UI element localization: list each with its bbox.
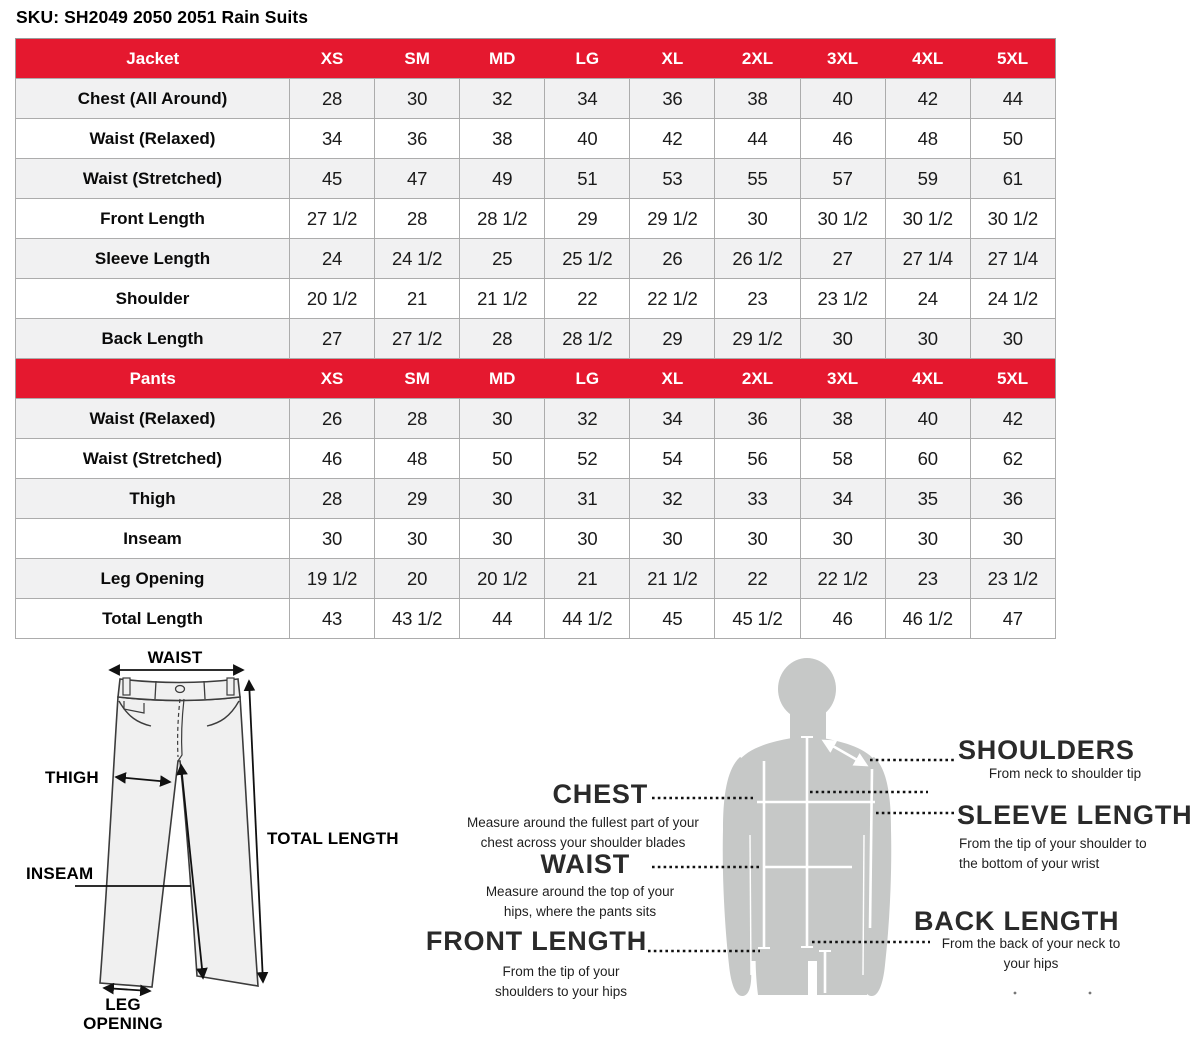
measurement-label: Front Length: [16, 199, 290, 239]
measurement-value: 29 1/2: [630, 199, 715, 239]
measurement-value: 48: [375, 439, 460, 479]
measurement-value: 40: [885, 399, 970, 439]
pants-waist-label: WAIST: [147, 648, 203, 667]
measurement-value: 27: [290, 319, 375, 359]
measurement-value: 52: [545, 439, 630, 479]
measurement-value: 36: [375, 119, 460, 159]
measurement-value: 38: [460, 119, 545, 159]
pants-leg-opening-label: LEG OPENING: [83, 995, 163, 1034]
measurement-value: 43: [290, 599, 375, 639]
measurement-value: 36: [630, 79, 715, 119]
measurement-value: 30: [460, 479, 545, 519]
measurement-value: 19 1/2: [290, 559, 375, 599]
measurement-value: 35: [885, 479, 970, 519]
measurement-value: 20: [375, 559, 460, 599]
sleeve-length-label: SLEEVE LENGTH: [957, 800, 1193, 830]
measurement-value: 46: [800, 119, 885, 159]
measurement-label: Thigh: [16, 479, 290, 519]
measurement-value: 44: [970, 79, 1055, 119]
table-row: [16, 319, 1056, 359]
measurement-value: 38: [800, 399, 885, 439]
size-chart-table: [15, 38, 1056, 639]
measurement-label: Sleeve Length: [16, 239, 290, 279]
size-column-header: XS: [290, 39, 375, 79]
measurement-value: 28: [460, 319, 545, 359]
measurement-value: 32: [545, 399, 630, 439]
measurement-value: 44 1/2: [545, 599, 630, 639]
front-length-desc: From the tip of your shoulders to your hips: [494, 964, 628, 1000]
measurement-label: Waist (Stretched): [16, 159, 290, 199]
measurement-value: 30: [715, 199, 800, 239]
measurement-value: 30: [460, 519, 545, 559]
size-column-header: XL: [630, 359, 715, 399]
size-column-header: 3XL: [800, 359, 885, 399]
measurement-value: 45 1/2: [715, 599, 800, 639]
size-column-header: MD: [460, 39, 545, 79]
size-column-header: 4XL: [885, 359, 970, 399]
pants-total-length-label: TOTAL LENGTH: [267, 829, 399, 848]
measurement-value: 30: [970, 519, 1055, 559]
size-column-header: 2XL: [715, 359, 800, 399]
measurement-value: 28 1/2: [460, 199, 545, 239]
measurement-value: 34: [630, 399, 715, 439]
measurement-label: Shoulder: [16, 279, 290, 319]
measurement-value: 28: [375, 399, 460, 439]
pants-outline: [100, 697, 258, 987]
measurement-value: 30: [885, 319, 970, 359]
section-header-row: [16, 359, 1056, 399]
measurement-value: 30: [375, 519, 460, 559]
measurement-label: Total Length: [16, 599, 290, 639]
table-row: [16, 159, 1056, 199]
measurement-label: Waist (Stretched): [16, 439, 290, 479]
table-row: [16, 519, 1056, 559]
chest-label: CHEST: [552, 779, 648, 809]
measurement-value: 45: [290, 159, 375, 199]
section-title: Jacket: [16, 39, 290, 79]
measurement-value: 21: [545, 559, 630, 599]
measurement-value: 38: [715, 79, 800, 119]
measurement-value: 27 1/2: [375, 319, 460, 359]
measurement-value: 46: [290, 439, 375, 479]
measurement-value: 30: [290, 519, 375, 559]
measurement-value: 22 1/2: [800, 559, 885, 599]
measurement-value: 24: [290, 239, 375, 279]
sleeve-length-desc: From the tip of your shoulder to the bottom of your wrist: [959, 836, 1147, 872]
measurement-value: 32: [630, 479, 715, 519]
size-column-header: LG: [545, 359, 630, 399]
size-column-header: SM: [375, 359, 460, 399]
measurement-value: 44: [715, 119, 800, 159]
measurement-value: 60: [885, 439, 970, 479]
measurement-value: 26: [630, 239, 715, 279]
measurement-value: 23 1/2: [970, 559, 1055, 599]
measurement-value: 28 1/2: [545, 319, 630, 359]
measurement-value: 23: [885, 559, 970, 599]
measurement-value: 21: [375, 279, 460, 319]
measurement-value: 25 1/2: [545, 239, 630, 279]
table-row: [16, 479, 1056, 519]
size-column-header: 2XL: [715, 39, 800, 79]
measurement-value: 27 1/2: [290, 199, 375, 239]
table-row: [16, 439, 1056, 479]
shoulders-desc: From neck to shoulder tip: [988, 766, 1142, 781]
size-column-header: LG: [545, 39, 630, 79]
measurement-value: 30 1/2: [885, 199, 970, 239]
size-column-header: XS: [290, 359, 375, 399]
measurement-value: 25: [460, 239, 545, 279]
measurement-value: 27 1/4: [885, 239, 970, 279]
measurement-value: 50: [970, 119, 1055, 159]
measurement-value: 20 1/2: [290, 279, 375, 319]
measurement-value: 30: [545, 519, 630, 559]
pants-button: [176, 686, 185, 693]
back-length-label: BACK LENGTH: [914, 906, 1120, 936]
measurement-value: 32: [460, 79, 545, 119]
measurement-value: 29: [630, 319, 715, 359]
measurement-value: 30 1/2: [970, 199, 1055, 239]
measurement-label: Chest (All Around): [16, 79, 290, 119]
measurement-label: Waist (Relaxed): [16, 399, 290, 439]
measurement-value: 30: [715, 519, 800, 559]
measurement-value: 22: [545, 279, 630, 319]
size-column-header: 3XL: [800, 39, 885, 79]
measurement-value: 28: [375, 199, 460, 239]
measurement-value: 42: [970, 399, 1055, 439]
measurement-value: 21 1/2: [630, 559, 715, 599]
shoulders-label: SHOULDERS: [958, 735, 1135, 765]
table-row: [16, 239, 1056, 279]
measurement-value: 30: [630, 519, 715, 559]
size-column-header: 5XL: [970, 359, 1055, 399]
section-title: Pants: [16, 359, 290, 399]
measurement-value: 36: [715, 399, 800, 439]
pants-thigh-label: THIGH: [45, 768, 99, 787]
back-length-desc: From the back of your neck to your hips: [941, 936, 1121, 972]
measurement-value: 30: [375, 79, 460, 119]
measurement-value: 42: [885, 79, 970, 119]
measurement-label: Back Length: [16, 319, 290, 359]
measurement-value: 45: [630, 599, 715, 639]
measurement-label: Inseam: [16, 519, 290, 559]
measurement-value: 22 1/2: [630, 279, 715, 319]
size-column-header: XL: [630, 39, 715, 79]
pants-measurement-diagram: [20, 645, 420, 1049]
measurement-value: 33: [715, 479, 800, 519]
measurement-value: 53: [630, 159, 715, 199]
measurement-value: 58: [800, 439, 885, 479]
measurement-value: 57: [800, 159, 885, 199]
measurement-value: 24 1/2: [970, 279, 1055, 319]
measurement-value: 51: [545, 159, 630, 199]
measurement-value: 23: [715, 279, 800, 319]
measurement-value: 40: [545, 119, 630, 159]
section-header-row: [16, 39, 1056, 79]
measurement-value: 22: [715, 559, 800, 599]
measurement-value: 30: [800, 319, 885, 359]
front-length-label: FRONT LENGTH: [425, 926, 647, 956]
measurement-value: 29 1/2: [715, 319, 800, 359]
measurement-value: 34: [545, 79, 630, 119]
table-row: [16, 79, 1056, 119]
table-row: [16, 119, 1056, 159]
size-column-header: 4XL: [885, 39, 970, 79]
measurement-value: 24: [885, 279, 970, 319]
table-row: [16, 599, 1056, 639]
measurement-value: 62: [970, 439, 1055, 479]
measurement-value: 48: [885, 119, 970, 159]
measurement-value: 30: [885, 519, 970, 559]
measurement-value: 26 1/2: [715, 239, 800, 279]
measurement-value: 26: [290, 399, 375, 439]
measurement-value: 20 1/2: [460, 559, 545, 599]
measurement-value: 56: [715, 439, 800, 479]
measurement-value: 36: [970, 479, 1055, 519]
page-title: SKU: SH2049 2050 2051 Rain Suits: [16, 7, 309, 27]
measurement-value: 28: [290, 79, 375, 119]
measurement-value: 59: [885, 159, 970, 199]
measurement-value: 31: [545, 479, 630, 519]
measurement-value: 54: [630, 439, 715, 479]
measurement-value: 47: [970, 599, 1055, 639]
measurement-label: Waist (Relaxed): [16, 119, 290, 159]
measurement-value: 23 1/2: [800, 279, 885, 319]
measurement-value: 30: [970, 319, 1055, 359]
body-measurement-diagram: [420, 645, 1200, 1049]
table-row: [16, 279, 1056, 319]
measurement-value: 47: [375, 159, 460, 199]
measurement-value: 61: [970, 159, 1055, 199]
measurement-value: 29: [545, 199, 630, 239]
measurement-value: 27: [800, 239, 885, 279]
measurement-value: 49: [460, 159, 545, 199]
measurement-value: 30 1/2: [800, 199, 885, 239]
chest-desc: Measure around the fullest part of your chest across your shoulder blades: [467, 815, 699, 851]
measurement-value: 30: [800, 519, 885, 559]
size-column-header: 5XL: [970, 39, 1055, 79]
measurement-value: 24 1/2: [375, 239, 460, 279]
measurement-value: 55: [715, 159, 800, 199]
measurement-value: 43 1/2: [375, 599, 460, 639]
measurement-value: 34: [800, 479, 885, 519]
measurement-label: Leg Opening: [16, 559, 290, 599]
table-row: [16, 199, 1056, 239]
table-row: [16, 559, 1056, 599]
measurement-value: 34: [290, 119, 375, 159]
leg-opening-arrow: [104, 988, 150, 991]
measurement-value: 30: [460, 399, 545, 439]
measurement-value: 40: [800, 79, 885, 119]
waist-desc: Measure around the top of your hips, where the pants sits: [485, 884, 675, 920]
measurement-value: 42: [630, 119, 715, 159]
measurement-value: 29: [375, 479, 460, 519]
size-column-header: MD: [460, 359, 545, 399]
measurement-value: 44: [460, 599, 545, 639]
measurement-value: 46 1/2: [885, 599, 970, 639]
measurement-value: 50: [460, 439, 545, 479]
measurement-value: 21 1/2: [460, 279, 545, 319]
measurement-value: 28: [290, 479, 375, 519]
measurement-value: 46: [800, 599, 885, 639]
waist-label: WAIST: [540, 849, 630, 879]
pants-inseam-label: INSEAM: [26, 864, 94, 883]
size-column-header: SM: [375, 39, 460, 79]
table-row: [16, 399, 1056, 439]
measurement-value: 27 1/4: [970, 239, 1055, 279]
